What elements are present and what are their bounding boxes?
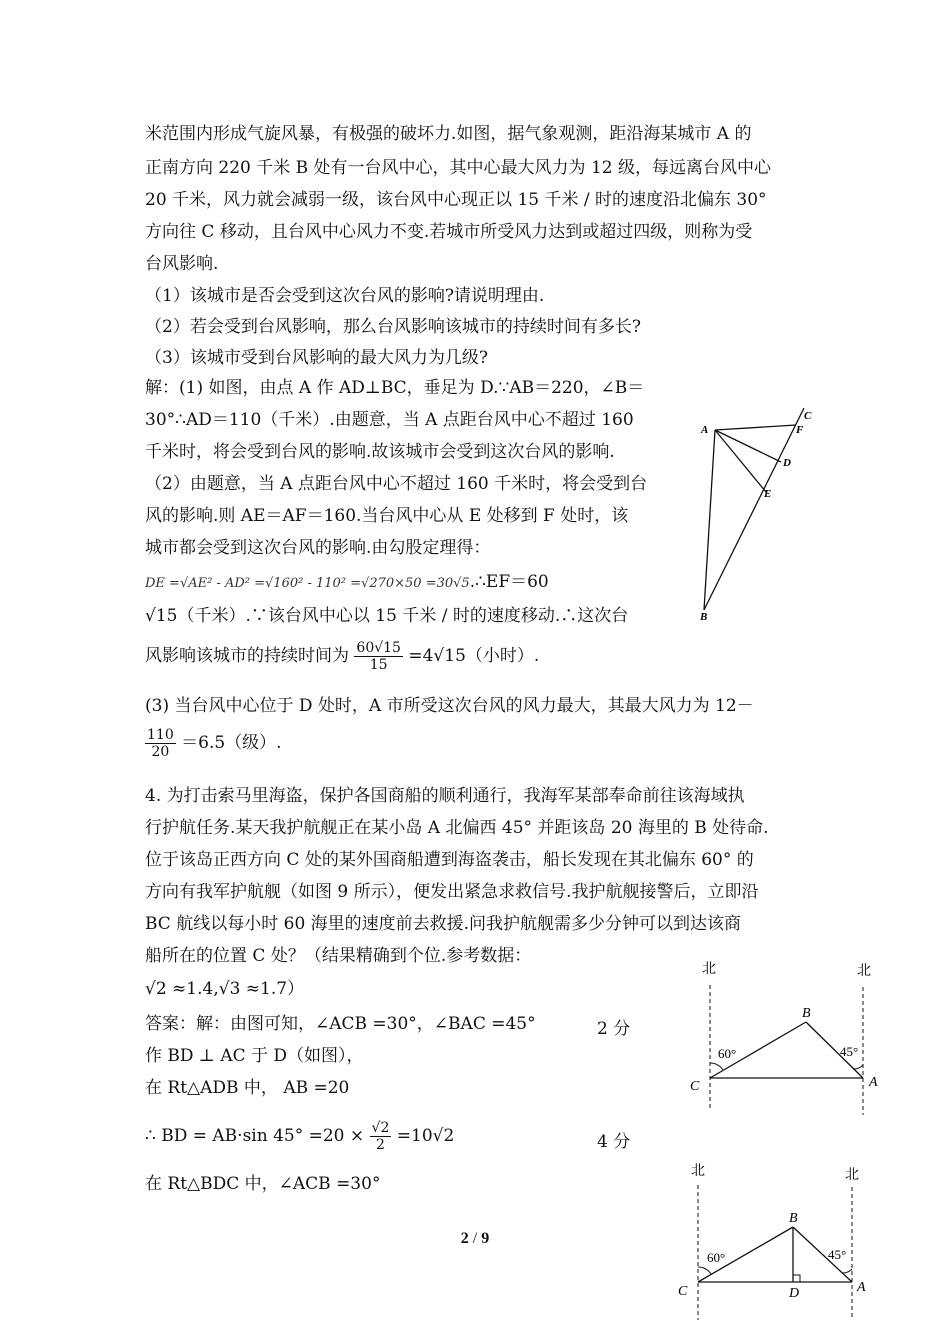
p3-line-2: 正南方向 220 千米 B 处有一台风中心，其中心最大风力为 12 级，每远离台风中心 — [145, 158, 771, 178]
label-C: C — [804, 410, 812, 422]
p3-solution-1: 解：(1) 如图，由点 A 作 AD⊥BC，垂足为 D.∵AB＝220，∠B＝ — [145, 378, 645, 398]
label-C: C — [690, 1079, 700, 1094]
label-D: D — [783, 457, 791, 469]
label-B: B — [700, 611, 708, 623]
p3-solution-11 — [145, 727, 282, 760]
p3-question-3: （3）该城市受到台风影响的最大风力为几级? — [145, 348, 488, 368]
pythagorean-formula: DE =√AE² - AD² =√160² - 110² =√270×50 =30√5 — [145, 576, 470, 591]
sqrt2-fraction — [370, 1120, 392, 1153]
wind-fraction — [145, 727, 176, 760]
label-B: B — [802, 1006, 811, 1021]
label-B: B — [789, 1211, 798, 1226]
p3-solution-4: （2）由题意，当 A 点距台风中心不超过 160 千米时，将会受到台 — [145, 474, 648, 494]
ef-value: .∴EF＝60 — [469, 572, 549, 592]
wind-numerator: 110 — [147, 727, 174, 743]
p3-line-4: 方向往 C 移动，且台风中心风力不变.若城市所受风力达到或超过四级，则称为受 — [145, 222, 753, 242]
label-A: A — [857, 1280, 866, 1295]
sqrt2-denominator: 2 — [376, 1137, 385, 1153]
p4-line-3: 位于该岛正西方向 C 处的某外国商船遭到海盗袭击，船长发现在其北偏东 60° 的 — [145, 850, 754, 870]
p3-solution-6: 城市都会受到这次台风的影响.由勾股定理得： — [145, 538, 491, 558]
p4-line-2: 行护航任务.某天我护航舰正在某小岛 A 北偏西 45° 并距该岛 20 海里的 B 处待命. — [145, 818, 769, 838]
label-E: E — [764, 488, 772, 500]
typhoon-figure — [690, 400, 820, 625]
p3-solution-10: (3) 当台风中心位于 D 处时，A 市所受这次台风的风力最大，其最大风力为 12－ — [145, 696, 754, 716]
angle-60-label: 60° — [718, 1046, 737, 1061]
p3-solution-2: 30°∴AD＝110（千米）.由题意，当 A 点距台风中心不超过 160 — [145, 410, 634, 430]
bd-result: =10√2 — [396, 1126, 455, 1146]
p4-answer-3: 在 Rt△ADB 中， AB =20 — [145, 1078, 350, 1098]
north-label-right: 北 — [857, 964, 871, 979]
total-pages: 9 — [481, 1230, 490, 1247]
p3-solution-9 — [145, 640, 539, 673]
p4-line-4: 方向有我军护航舰（如图 9 所示），便发出紧急求救信号.我护航舰接警后，立即沿 — [145, 882, 759, 902]
p3-solution-3: 千米时，将会受到台风的影响.故该城市会受到这次台风的影响. — [145, 442, 615, 462]
page-separator: / — [472, 1230, 478, 1247]
ship-figure-1 — [680, 955, 900, 1120]
p4-answer-4 — [145, 1120, 454, 1153]
north-label-left: 北 — [702, 962, 716, 977]
bd-expression: ∴ BD = AB·sin 45° =20 × — [145, 1126, 365, 1146]
score-2: 4 分 — [597, 1132, 631, 1152]
angle-45-label: 45° — [840, 1044, 859, 1059]
duration-text: 风影响该城市的持续时间为 — [145, 646, 349, 666]
p4-reference-data: √2 ≈1.4,√3 ≈1.7） — [145, 979, 305, 999]
p3-line-5: 台风影响. — [145, 254, 219, 274]
label-F: F — [796, 424, 804, 436]
p3-question-2: （2）若会受到台风影响，那么台风影响该城市的持续时间有多长? — [145, 317, 641, 337]
p3-line-3: 20 千米，风力就会减弱一级，该台风中心现正以 15 千米 / 时的速度沿北偏东 30° — [145, 190, 767, 210]
page-number — [0, 1230, 950, 1248]
wind-denominator: 20 — [151, 744, 170, 760]
duration-denominator: 15 — [369, 657, 388, 673]
angle-60-label: 60° — [707, 1250, 726, 1265]
label-C: C — [678, 1284, 688, 1299]
p3-question-1: （1）该城市是否会受到这次台风的影响?请说明理由. — [145, 286, 545, 306]
duration-result: =4√15（小时）. — [408, 646, 540, 666]
p3-line-1: 米范围内形成气旋风暴，有极强的破坏力.如图，据气象观测，距沿海某城市 A 的 — [145, 124, 752, 144]
p4-answer-5: 在 Rt△BDC 中，∠ACB =30° — [145, 1174, 381, 1194]
p3-formula-line — [145, 572, 549, 594]
north-label-right: 北 — [845, 1168, 859, 1183]
angle-45-label: 45° — [828, 1247, 847, 1262]
label-A: A — [701, 424, 709, 436]
label-A: A — [869, 1075, 878, 1090]
current-page: 2 — [460, 1230, 469, 1247]
label-D: D — [789, 1286, 800, 1301]
p4-answer-1: 答案：解：由图可知，∠ACB =30°，∠BAC =45° — [145, 1014, 536, 1034]
score-1: 2 分 — [597, 1019, 631, 1039]
p4-line-1: 4. 为打击索马里海盗，保护各国商船的顺利通行，我海军某部奉命前往该海域执 — [145, 786, 745, 806]
p4-answer-2: 作 BD ⊥ AC 于 D（如图）， — [145, 1046, 364, 1066]
p3-solution-5: 风的影响.则 AE＝AF＝160.当台风中心从 E 处移到 F 处时，该 — [145, 506, 629, 526]
wind-result: ＝6.5（级）. — [181, 733, 282, 753]
duration-numerator: 60√15 — [356, 640, 401, 656]
p4-line-6: 船所在的位置 C 处？（结果精确到个位.参考数据： — [145, 946, 532, 966]
north-label-left: 北 — [691, 1164, 705, 1179]
duration-fraction — [354, 640, 403, 673]
p4-line-5: BC 航线以每小时 60 海里的速度前去救援.问我护航舰需多少分钟可以到达该商 — [145, 914, 742, 934]
p3-solution-8: √15（千米）.∵该台风中心以 15 千米 / 时的速度移动.∴这次台 — [145, 606, 629, 626]
sqrt2-numerator: √2 — [371, 1120, 390, 1136]
